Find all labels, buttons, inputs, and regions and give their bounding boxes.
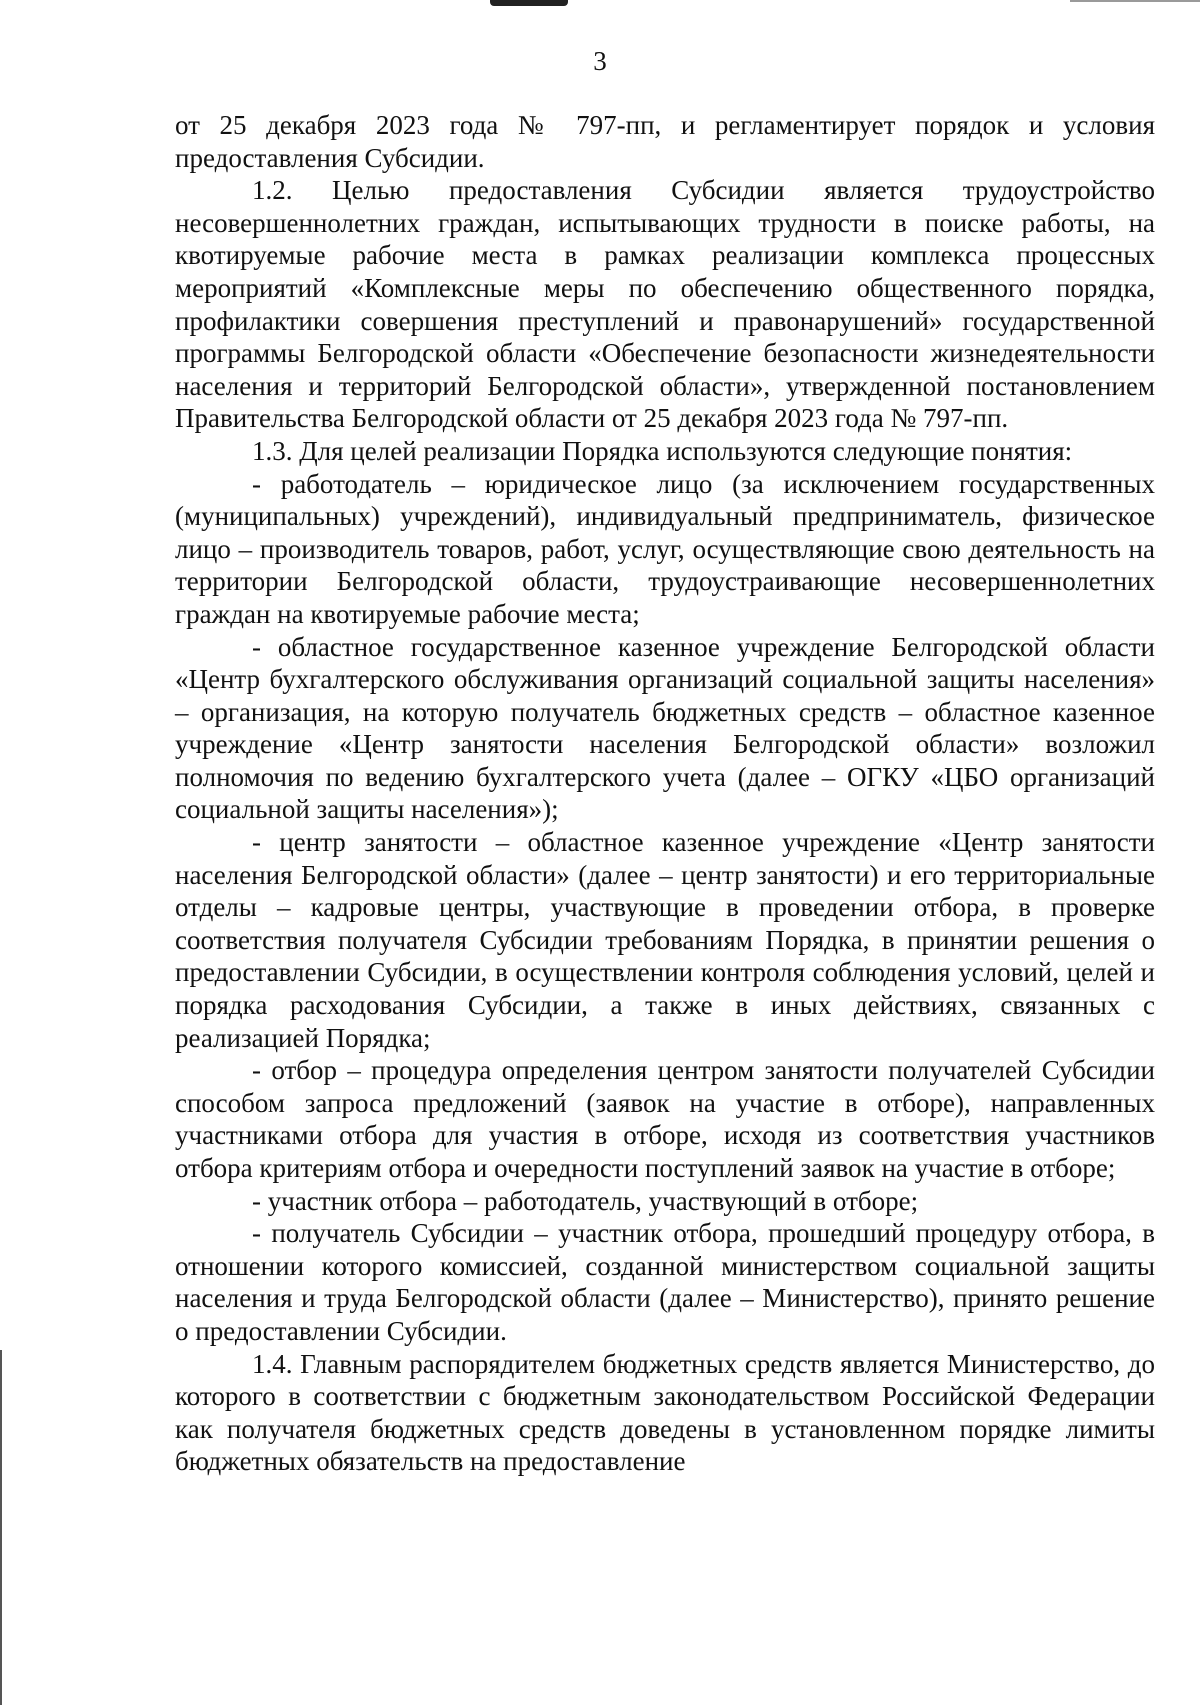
- scan-artifact-edge-right: [1070, 0, 1200, 2]
- document-body: [175, 109, 1155, 1478]
- definition-selection: - отбор – процедура определения центром занятости получателей Субсидии способом запроса предложений (заявок на участие в отборе), направленных участниками отбора для участия в отборе, исходя из соответствия участников отбора критериям отбора и очередности поступлений заявок на участие в отборе;: [175, 1055, 1155, 1183]
- definition-subsidy-recipient: - получатель Субсидии – участник отбора, прошедший процедуру отбора, в отношении которого комиссией, созданной министерством социальной защиты населения и труда Белгородской области (далее – Министерство), принято решение о предоставлении Субсидии.: [175, 1218, 1155, 1346]
- scan-artifact-top: [490, 0, 568, 6]
- page-number: 3: [593, 46, 607, 76]
- paragraph-1-4-chief-administrator: 1.4. Главным распорядителем бюджетных средств является Министерство, до которого в соответствии с бюджетным законодательством Российской Федерации как получателя бюджетных средств доведены в установленном порядке лимиты бюджетных обязательств на предоставление: [175, 1348, 1155, 1477]
- paragraph-1-3-definitions-intro: 1.3. Для целей реализации Порядка используются следующие понятия:: [252, 435, 1073, 466]
- definition-accounting-center: - областное государственное казенное учреждение Белгородской области «Центр бухгалтерского обслуживания организаций социальной защиты населения» – организация, на которую получатель бюджетных средств – областное казенное учреждение «Центр занятости населения Белгородской области» возложил полномочия по ведению бухгалтерского учета (далее – ОГКУ «ЦБО организаций социальной защиты населения»);: [175, 631, 1155, 825]
- definition-employer: - работодатель – юридическое лицо (за исключением государственных (муниципальных) учреждений), индивидуальный предприниматель, физическое лицо – производитель товаров, работ, услуг, осуществляющие свою деятельность на территории Белгородской области, трудоустраивающие несовершеннолетних граждан на квотируемые рабочие места;: [175, 468, 1155, 629]
- paragraph-1-2-purpose: 1.2. Целью предоставления Субсидии является трудоустройство несовершеннолетних граждан, испытывающих трудности в поиске работы, на квотируемые рабочие места в рамках реализации комплекса процессных мероприятий «Комплексные меры по обеспечению общественного порядка, профилактики совершения преступлений и правонарушений» государственной программы Белгородской области «Обеспечение безопасности жизнедеятельности населения и территорий Белгородской области», утвержденной постановлением Правительства Белгородской области от 25 декабря 2023 года № 797-пп.: [175, 175, 1155, 434]
- scan-artifact-edge-left: [0, 1350, 2, 1705]
- definition-employment-center: - центр занятости – областное казенное учреждение «Центр занятости населения Белгородской области» (далее – центр занятости) и его территориальные отделы – кадровые центры, участвующие в проведении отбора, в проверке соответствия получателя Субсидии требованиям Порядка, в принятии решения о предоставлении Субсидии, в осуществлении контроля соблюдения условий, целей и порядка расходования Субсидии, а также в иных действиях, связанных с реализацией Порядка;: [175, 827, 1155, 1053]
- paragraph-continuation: от 25 декабря 2023 года № 797-пп, и регламентирует порядок и условия предоставления Субсидии.: [175, 110, 1155, 173]
- definition-selection-participant: - участник отбора – работодатель, участвующий в отборе;: [252, 1185, 919, 1216]
